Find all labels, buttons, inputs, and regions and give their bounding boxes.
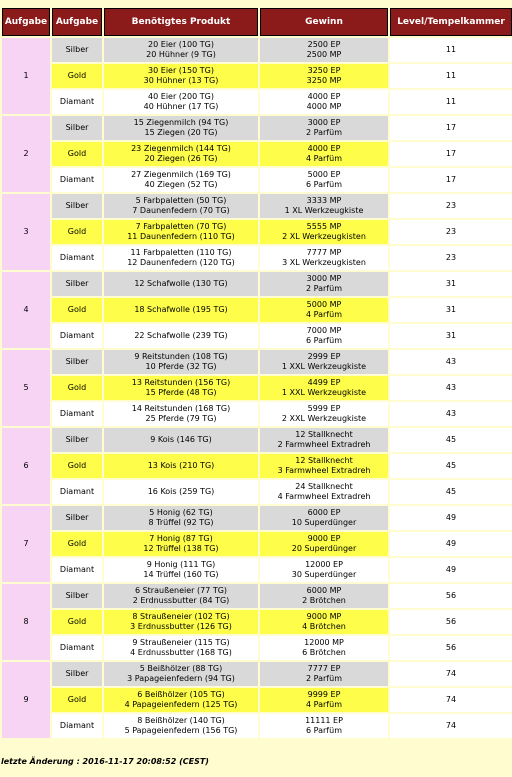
reward-line: 6 Parfüm	[306, 180, 342, 189]
product-line: 5 Papageienfedern (156 TG)	[124, 726, 238, 735]
product-line: 13 Reitstunden (156 TG)	[131, 378, 231, 387]
tier-label: Silber	[52, 584, 102, 608]
task-number: 8	[2, 584, 50, 660]
level-value: 23	[390, 194, 512, 218]
reward	[260, 324, 388, 348]
table-row	[2, 90, 512, 114]
table-row	[2, 610, 512, 634]
product-line: 5 Beißhölzer (88 TG)	[139, 664, 223, 673]
product-line: 2 Erdnussbutter (84 TG)	[132, 596, 230, 605]
product-line: 40 Eier (200 TG)	[148, 92, 214, 101]
level-value: 56	[390, 610, 512, 634]
product-line: 8 Beißhölzer (140 TG)	[137, 716, 225, 725]
table-row	[2, 220, 512, 244]
product-line: 10 Pferde (32 TG)	[145, 362, 217, 371]
reward-line: 30 Superdünger	[291, 570, 357, 579]
table-row	[2, 532, 512, 556]
reward-line: 4499 EP	[307, 378, 341, 387]
table-row	[2, 428, 512, 452]
header-level: Level/Tempelkammer	[390, 8, 512, 36]
required-product	[104, 142, 258, 166]
level-value: 74	[390, 688, 512, 712]
reward-line: 10 Superdünger	[291, 518, 357, 527]
table-row	[2, 38, 512, 62]
tier-label: Gold	[52, 142, 102, 166]
reward-line: 7777 EP	[307, 664, 341, 673]
required-product	[104, 558, 258, 582]
tier-label: Diamant	[52, 480, 102, 504]
product-line: 20 Hühner (9 TG)	[146, 50, 216, 59]
tier-label: Diamant	[52, 168, 102, 192]
level-value: 17	[390, 168, 512, 192]
required-product	[104, 532, 258, 556]
reward	[260, 90, 388, 114]
reward	[260, 428, 388, 452]
level-value: 11	[390, 38, 512, 62]
tier-label: Silber	[52, 194, 102, 218]
product-line: 7 Daunenfedern (70 TG)	[132, 206, 230, 215]
reward-line: 5555 MP	[306, 222, 342, 231]
reward	[260, 454, 388, 478]
required-product	[104, 246, 258, 270]
task-number: 7	[2, 506, 50, 582]
reward-line: 2999 EP	[307, 352, 341, 361]
level-value: 45	[390, 480, 512, 504]
reward-line: 3000 EP	[307, 118, 341, 127]
reward-line: 6 Brötchen	[302, 648, 346, 657]
reward	[260, 220, 388, 244]
header-product: Benötigtes Produkt	[104, 8, 258, 36]
table-row	[2, 350, 512, 374]
reward-line: 3000 MP	[306, 274, 342, 283]
table-row	[2, 168, 512, 192]
required-product	[104, 64, 258, 88]
product-line: 11 Daunenfedern (110 TG)	[127, 232, 235, 241]
product-line: 14 Trüffel (160 TG)	[143, 570, 219, 579]
reward-line: 4000 MP	[306, 102, 342, 111]
required-product	[104, 376, 258, 400]
task-number: 4	[2, 272, 50, 348]
level-value: 74	[390, 714, 512, 738]
reward-line: 2 XXL Werkzeugkiste	[281, 414, 367, 423]
reward-line: 6000 MP	[306, 586, 342, 595]
reward	[260, 38, 388, 62]
required-product	[104, 116, 258, 140]
product-line: 5 Honig (62 TG)	[149, 508, 213, 517]
table-row	[2, 298, 512, 322]
header-aufgabe-tier: Aufgabe	[52, 8, 102, 36]
reward-line: 3 Farmwheel Extradreh	[277, 466, 371, 475]
product-line: 6 Straußeneier (77 TG)	[134, 586, 228, 595]
reward-line: 2 XL Werkzeugkisten	[282, 232, 366, 241]
table-row	[2, 324, 512, 348]
required-product	[104, 584, 258, 608]
table-row	[2, 272, 512, 296]
required-product	[104, 636, 258, 660]
reward-line: 2 Parfüm	[306, 128, 342, 137]
tier-label: Silber	[52, 506, 102, 530]
level-value: 23	[390, 246, 512, 270]
table-row	[2, 454, 512, 478]
product-line: 3 Papageienfedern (94 TG)	[127, 674, 235, 683]
table-row	[2, 142, 512, 166]
table-row	[2, 246, 512, 270]
reward-line: 7000 MP	[306, 326, 342, 335]
reward-line: 4000 EP	[307, 144, 341, 153]
level-value: 56	[390, 584, 512, 608]
reward-line: 9000 MP	[306, 612, 342, 621]
task-number: 9	[2, 662, 50, 738]
reward	[260, 64, 388, 88]
task-number: 6	[2, 428, 50, 504]
product-line: 30 Hühner (13 TG)	[143, 76, 219, 85]
reward	[260, 480, 388, 504]
table-row	[2, 480, 512, 504]
table-row	[2, 64, 512, 88]
tier-label: Gold	[52, 610, 102, 634]
product-line: 15 Pferde (48 TG)	[145, 388, 217, 397]
product-line: 27 Ziegenmilch (169 TG)	[131, 170, 231, 179]
product-line: 9 Reitstunden (108 TG)	[134, 352, 228, 361]
reward-line: 9999 EP	[307, 690, 341, 699]
tier-label: Diamant	[52, 636, 102, 660]
product-line: 12 Schafwolle (130 TG)	[134, 279, 228, 288]
task-number: 2	[2, 116, 50, 192]
reward-line: 4 Farmwheel Extradreh	[277, 492, 371, 501]
tier-label: Diamant	[52, 90, 102, 114]
reward-line: 4 Parfüm	[306, 700, 342, 709]
reward	[260, 376, 388, 400]
required-product	[104, 662, 258, 686]
table-row	[2, 506, 512, 530]
reward	[260, 402, 388, 426]
header-row	[2, 8, 512, 36]
reward-line: 5999 EP	[307, 404, 341, 413]
table-row	[2, 116, 512, 140]
level-value: 23	[390, 220, 512, 244]
required-product	[104, 610, 258, 634]
reward	[260, 246, 388, 270]
product-line: 8 Trüffel (92 TG)	[148, 518, 214, 527]
level-value: 43	[390, 402, 512, 426]
reward-line: 7777 MP	[306, 248, 342, 257]
product-line: 8 Straußeneier (102 TG)	[132, 612, 230, 621]
product-line: 6 Beißhölzer (105 TG)	[137, 690, 225, 699]
level-value: 31	[390, 298, 512, 322]
reward	[260, 636, 388, 660]
level-value: 11	[390, 90, 512, 114]
product-line: 7 Honig (87 TG)	[149, 534, 213, 543]
reward-line: 9000 EP	[307, 534, 341, 543]
product-line: 7 Farbpaletten (70 TG)	[135, 222, 227, 231]
tier-label: Gold	[52, 220, 102, 244]
table-row	[2, 584, 512, 608]
product-line: 4 Papageienfedern (125 TG)	[124, 700, 238, 709]
tier-label: Silber	[52, 272, 102, 296]
product-line: 4 Erdnussbutter (168 TG)	[130, 648, 232, 657]
tier-label: Silber	[52, 662, 102, 686]
product-line: 9 Honig (111 TG)	[146, 560, 216, 569]
reward	[260, 688, 388, 712]
table-row	[2, 688, 512, 712]
reward-line: 4 Parfüm	[306, 154, 342, 163]
level-value: 49	[390, 558, 512, 582]
reward-line: 3250 MP	[306, 76, 342, 85]
table-row	[2, 402, 512, 426]
product-line: 30 Eier (150 TG)	[148, 66, 214, 75]
level-value: 31	[390, 324, 512, 348]
level-value: 43	[390, 350, 512, 374]
reward-line: 1 XL Werkzeugkiste	[284, 206, 364, 215]
product-line: 22 Schafwolle (239 TG)	[134, 331, 228, 340]
required-product	[104, 402, 258, 426]
reward-line: 1 XXL Werkzeugkiste	[281, 362, 367, 371]
product-line: 9 Kois (146 TG)	[150, 435, 212, 444]
reward	[260, 272, 388, 296]
product-line: 5 Farbpaletten (50 TG)	[135, 196, 227, 205]
reward	[260, 194, 388, 218]
reward	[260, 610, 388, 634]
reward-line: 3333 MP	[306, 196, 342, 205]
reward-line: 3 XL Werkzeugkisten	[282, 258, 366, 267]
tier-label: Diamant	[52, 402, 102, 426]
tier-label: Diamant	[52, 558, 102, 582]
required-product	[104, 272, 258, 296]
product-line: 20 Ziegen (26 TG)	[144, 154, 218, 163]
required-product	[104, 38, 258, 62]
level-value: 11	[390, 64, 512, 88]
reward-line: 6 Parfüm	[306, 336, 342, 345]
product-line: 16 Kois (259 TG)	[147, 487, 215, 496]
product-line: 25 Pferde (79 TG)	[145, 414, 217, 423]
tier-label: Gold	[52, 688, 102, 712]
reward-line: 3250 EP	[307, 66, 341, 75]
reward-line: 6 Parfüm	[306, 726, 342, 735]
product-line: 15 Ziegenmilch (94 TG)	[133, 118, 229, 127]
reward	[260, 558, 388, 582]
reward-line: 6000 EP	[307, 508, 341, 517]
table-row	[2, 662, 512, 686]
last-modified: letzte Änderung : 2016-11-17 20:08:52 (CEST)	[1, 757, 209, 766]
required-product	[104, 90, 258, 114]
required-product	[104, 688, 258, 712]
tier-label: Silber	[52, 428, 102, 452]
product-line: 15 Ziegen (20 TG)	[144, 128, 218, 137]
required-product	[104, 324, 258, 348]
reward-line: 2 Parfüm	[306, 284, 342, 293]
required-product	[104, 220, 258, 244]
reward	[260, 168, 388, 192]
tier-label: Diamant	[52, 246, 102, 270]
reward-line: 4000 EP	[307, 92, 341, 101]
tier-label: Gold	[52, 454, 102, 478]
reward-line: 12000 EP	[305, 560, 343, 569]
reward	[260, 298, 388, 322]
table-row	[2, 376, 512, 400]
reward-line: 2500 MP	[306, 50, 342, 59]
reward	[260, 584, 388, 608]
product-line: 20 Eier (100 TG)	[148, 40, 214, 49]
level-value: 56	[390, 636, 512, 660]
reward	[260, 116, 388, 140]
level-value: 43	[390, 376, 512, 400]
product-line: 14 Reitstunden (168 TG)	[131, 404, 231, 413]
reward	[260, 350, 388, 374]
product-line: 9 Straußeneier (115 TG)	[132, 638, 230, 647]
product-line: 18 Schafwolle (195 TG)	[134, 305, 228, 314]
required-product	[104, 168, 258, 192]
product-line: 11 Farbpaletten (110 TG)	[130, 248, 232, 257]
level-value: 49	[390, 506, 512, 530]
tier-label: Silber	[52, 116, 102, 140]
reward-line: 11111 EP	[305, 716, 343, 725]
reward	[260, 532, 388, 556]
level-value: 17	[390, 116, 512, 140]
reward-line: 12000 MP	[304, 638, 344, 647]
table-row	[2, 558, 512, 582]
product-line: 12 Daunenfedern (120 TG)	[127, 258, 235, 267]
tier-label: Silber	[52, 350, 102, 374]
product-line: 13 Kois (210 TG)	[147, 461, 215, 470]
reward-line: 5000 MP	[306, 300, 342, 309]
reward-line: 2 Parfüm	[306, 674, 342, 683]
tier-label: Diamant	[52, 714, 102, 738]
reward-line: 2 Farmwheel Extradreh	[277, 440, 371, 449]
tier-label: Gold	[52, 376, 102, 400]
required-product	[104, 298, 258, 322]
task-number: 5	[2, 350, 50, 426]
reward-line: 5000 EP	[307, 170, 341, 179]
level-value: 45	[390, 454, 512, 478]
task-number: 3	[2, 194, 50, 270]
reward	[260, 662, 388, 686]
required-product	[104, 480, 258, 504]
reward	[260, 506, 388, 530]
table-row	[2, 194, 512, 218]
task-rows	[2, 38, 512, 738]
level-value: 45	[390, 428, 512, 452]
product-line: 3 Erdnussbutter (126 TG)	[130, 622, 232, 631]
reward-line: 1 XXL Werkzeugkiste	[281, 388, 367, 397]
tier-label: Diamant	[52, 324, 102, 348]
task-number: 1	[2, 38, 50, 114]
product-line: 12 Trüffel (138 TG)	[143, 544, 219, 553]
task-table	[0, 6, 512, 740]
reward-line: 2500 EP	[307, 40, 341, 49]
required-product	[104, 428, 258, 452]
level-value: 74	[390, 662, 512, 686]
required-product	[104, 714, 258, 738]
table-row	[2, 714, 512, 738]
required-product	[104, 506, 258, 530]
reward	[260, 714, 388, 738]
reward-line: 20 Superdünger	[291, 544, 357, 553]
tier-label: Silber	[52, 38, 102, 62]
reward-line: 12 Stallknecht	[295, 430, 353, 439]
level-value: 49	[390, 532, 512, 556]
reward-line: 4 Parfüm	[306, 310, 342, 319]
header-aufgabe-num: Aufgabe	[2, 8, 50, 36]
product-line: 23 Ziegenmilch (144 TG)	[131, 144, 231, 153]
reward-line: 2 Brötchen	[302, 596, 346, 605]
tier-label: Gold	[52, 64, 102, 88]
product-line: 40 Ziegen (52 TG)	[144, 180, 218, 189]
required-product	[104, 194, 258, 218]
reward-line: 24 Stallknecht	[295, 482, 353, 491]
tier-label: Gold	[52, 532, 102, 556]
tier-label: Gold	[52, 298, 102, 322]
required-product	[104, 454, 258, 478]
required-product	[104, 350, 258, 374]
reward-line: 12 Stallknecht	[295, 456, 353, 465]
reward-line: 4 Brötchen	[302, 622, 346, 631]
table-row	[2, 636, 512, 660]
header-reward: Gewinn	[260, 8, 388, 36]
product-line: 40 Hühner (17 TG)	[143, 102, 219, 111]
level-value: 17	[390, 142, 512, 166]
reward	[260, 142, 388, 166]
level-value: 31	[390, 272, 512, 296]
